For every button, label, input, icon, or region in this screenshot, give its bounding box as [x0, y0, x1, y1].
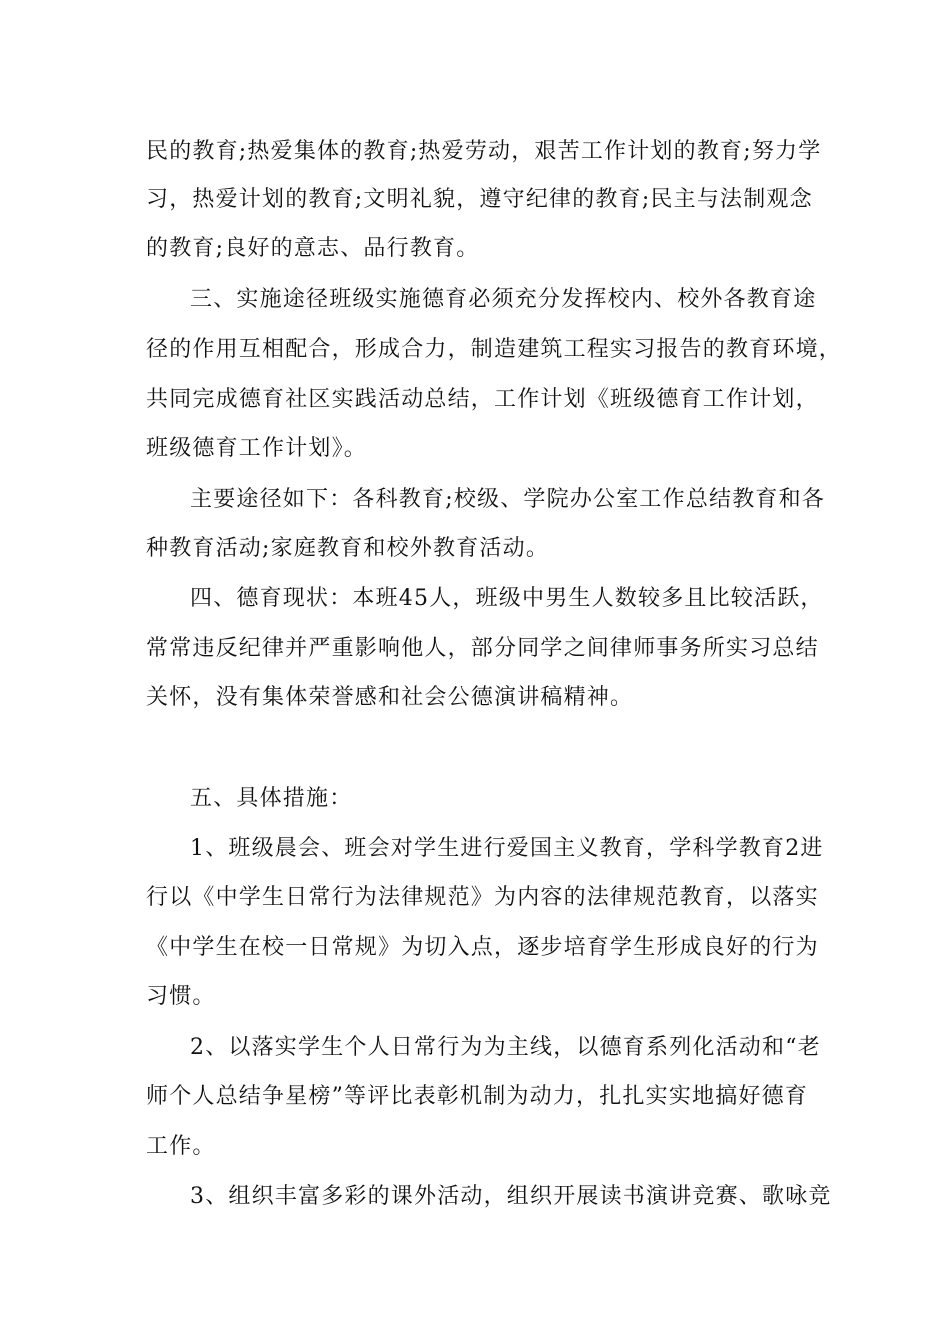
text-line: 民的教育;热爱集体的教育;热爱劳动，艰苦工作计划的教育;努力学: [146, 139, 822, 164]
text-line: 常常违反纪律并严重影响他人，部分同学之间律师事务所实习总结: [146, 636, 819, 661]
text-line: 五、具体措施：: [190, 786, 353, 811]
text-line: 行以《中学生日常行为法律规范》为内容的法律规范教育，以落实: [146, 885, 819, 910]
text-line: 习，热爱计划的教育;文明礼貌，遵守纪律的教育;民主与法制观念: [146, 187, 813, 212]
text-line: 的教育;良好的意志、品行教育。: [146, 236, 480, 261]
text-line: 师个人总结争星榜”等评比表彰机制为动力，扎扎实实地搞好德育: [146, 1084, 809, 1109]
text-line: 种教育活动;家庭教育和校外教育活动。: [146, 536, 550, 561]
text-line: 1、班级晨会、班会对学生进行爱国主义教育，学科学教育2进: [190, 836, 824, 861]
text-line: 习惯。: [146, 984, 216, 1009]
text-line: 《中学生在校一日常规》为切入点，逐步培育学生形成良好的行为: [146, 935, 819, 960]
text-line: 四、德育现状：本班45人，班级中男生人数较多且比较活跃，: [190, 586, 824, 611]
text-line: 共同完成德育社区实践活动总结，工作计划《班级德育工作计划，: [146, 387, 819, 412]
text-line: 关怀，没有集体荣誉感和社会公德演讲稿精神。: [146, 685, 634, 710]
text-line: 2、以落实学生个人日常行为为主线，以德育系列化活动和“老: [190, 1035, 821, 1060]
text-line: 三、实施途径班级实施德育必须充分发挥校内、校外各教育途: [190, 287, 817, 312]
text-line: 班级德育工作计划》。: [146, 436, 368, 461]
text-line: 工作。: [146, 1134, 216, 1159]
text-line: 径的作用互相配合，形成合力，制造建筑工程实习报告的教育环境，: [146, 337, 843, 362]
text-line: 3、组织丰富多彩的课外活动，组织开展读书演讲竞赛、歌咏竞: [190, 1184, 832, 1209]
text-line: 主要途径如下：各科教育;校级、学院办公室工作总结教育和各: [190, 487, 826, 512]
